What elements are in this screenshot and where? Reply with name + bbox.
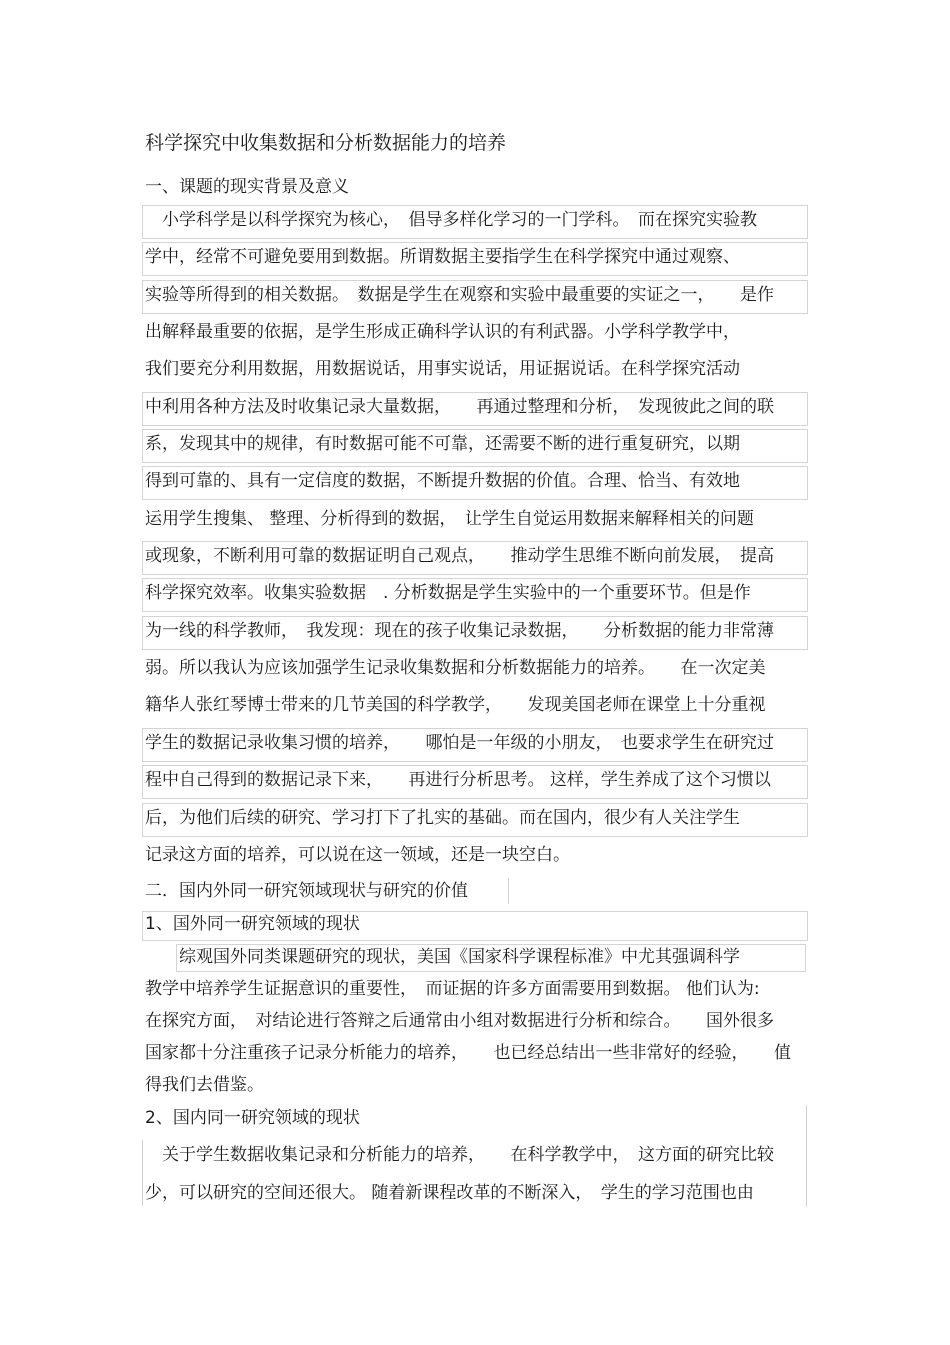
paragraph-line: 在探究方面， 对结论进行答辩之后通常由小组对数据进行分析和综合。 国外很多 xyxy=(145,1011,774,1031)
paragraph-line: 籍华人张红琴博士带来的几节美国的科学教学， 发现美国老师在课堂上十分重视 xyxy=(145,695,766,715)
paragraph-line: 实验等所得到的相关数据。 数据是学生在观察和实验中最重要的实证之一， 是作 xyxy=(145,285,774,305)
paragraph-line: 得到可靠的、具有一定信度的数据，不断提升数据的价值。合理、恰当、有效地 xyxy=(145,471,740,491)
paragraph-line: 程中自己得到的数据记录下来， 再进行分析思考。 这样，学生养成了这个习惯以 xyxy=(145,770,771,790)
paragraph-line: 系，发现其中的规律，有时数据可能不可靠，还需要不断的进行重复研究，以期 xyxy=(145,434,740,454)
paragraph-line: 综观国外同类课题研究的现状，美国《国家科学课程标准》中尤其强调科学 xyxy=(145,947,740,967)
subsection-heading-1: 1、国外同一研究领域的现状 xyxy=(145,914,360,934)
paragraph-line: 中利用各种方法及时收集记录大量数据， 再通过整理和分析， 发现彼此之间的联 xyxy=(145,397,774,417)
cell-rule xyxy=(508,878,509,904)
paragraph-line: 我们要充分利用数据，用数据说话，用事实说话，用证据说话。在科学探究活动 xyxy=(145,359,740,379)
section-heading-1: 一、课题的现实背景及意义 xyxy=(145,177,349,197)
cell-rule xyxy=(806,1105,807,1207)
paragraph-line: 运用学生搜集、 整理、分析得到的数据， 让学生自觉运用数据来解释相关的问题 xyxy=(145,509,754,529)
cell-rule xyxy=(142,1140,143,1206)
paragraph-line: 记录这方面的培养，可以说在这一领域，还是一块空白。 xyxy=(145,845,570,865)
paragraph-line: 少，可以研究的空间还很大。 随着新课程改革的不断深入， 学生的学习范围也由 xyxy=(145,1183,754,1203)
document-title: 科学探究中收集数据和分析数据能力的培养 xyxy=(145,132,507,154)
paragraph-line: 关于学生数据收集记录和分析能力的培养， 在科学教学中， 这方面的研究比较 xyxy=(145,1145,774,1165)
paragraph-line: 小学科学是以科学探究为核心， 倡导多样化学习的一门学科。 而在探究实验教 xyxy=(145,210,757,230)
paragraph-line: 得我们去借鉴。 xyxy=(145,1075,264,1095)
paragraph-line: 弱。所以我认为应该加强学生记录收集数据和分析数据能力的培养。 在一次定美 xyxy=(145,658,766,678)
paragraph-line: 后，为他们后续的研究、学习打下了扎实的基础。而在国内，很少有人关注学生 xyxy=(145,808,740,828)
subsection-heading-2: 2、国内同一研究领域的现状 xyxy=(145,1108,360,1128)
paragraph-line: 科学探究效率。收集实验数据 . 分析数据是学生实验中的一个重要环节。但是作 xyxy=(145,583,751,603)
paragraph-line: 学中，经常不可避免要用到数据。所谓数据主要指学生在科学探究中通过观察、 xyxy=(145,247,740,267)
paragraph-line: 为一线的科学教师， 我发现：现在的孩子收集记录数据， 分析数据的能力非常薄 xyxy=(145,621,774,641)
paragraph-line: 或现象，不断利用可靠的数据证明自己观点， 推动学生思维不断向前发展， 提高 xyxy=(145,546,774,566)
paragraph-line: 教学中培养学生证据意识的重要性， 而证据的许多方面需要用到数据。 他们认为: xyxy=(145,979,760,999)
paragraph-line: 出解释最重要的依据，是学生形成正确科学认识的有利武器。小学科学教学中， xyxy=(145,322,740,342)
paragraph-line: 学生的数据记录收集习惯的培养， 哪怕是一年级的小朋友， 也要求学生在研究过 xyxy=(145,733,774,753)
section-heading-2: 二．国内外同一研究领域现状与研究的价值 xyxy=(145,881,468,901)
paragraph-line: 国家都十分注重孩子记录分析能力的培养， 也已经总结出一些非常好的经验， 值 xyxy=(145,1043,791,1063)
